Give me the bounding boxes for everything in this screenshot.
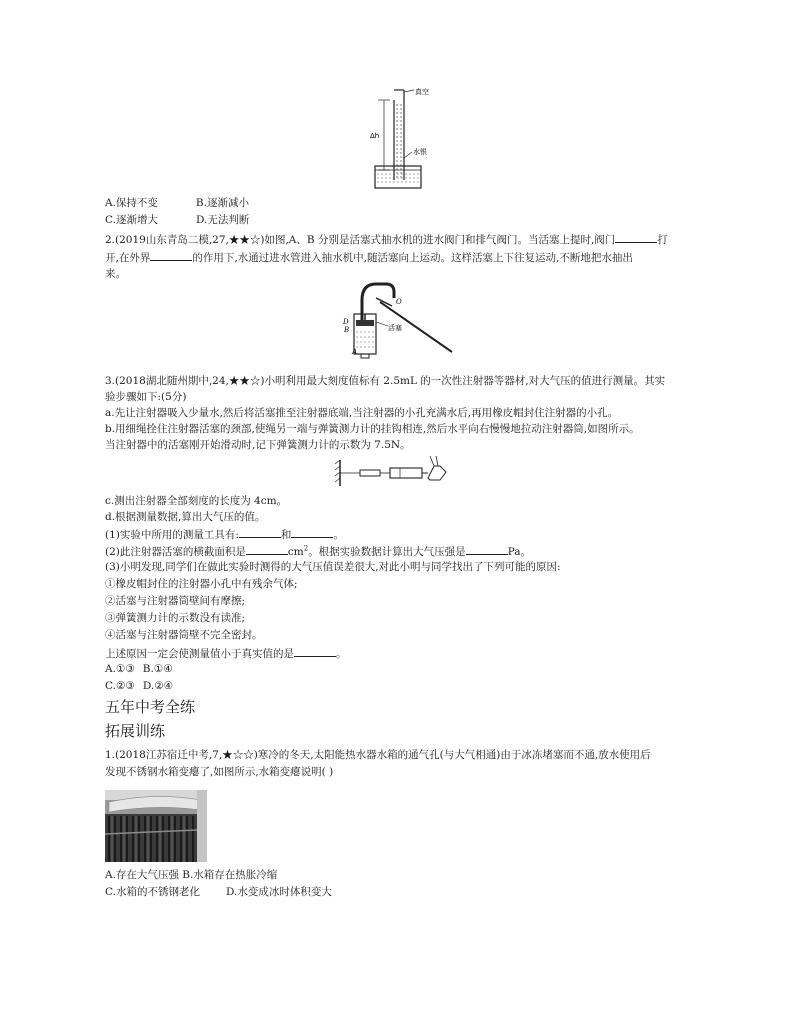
q3-reason-3: ③弹簧测力计的示数没有读准;: [105, 612, 246, 624]
q3-step-b2: 当注射器中的活塞刚开始滑动时,记下弹簧测力计的示数为 7.5N。: [105, 439, 411, 451]
q3-blank-1[interactable]: [239, 526, 281, 538]
q4-option-d[interactable]: D.水变成冰时体积变大: [226, 886, 332, 898]
label-b: B: [344, 326, 350, 334]
label-a: A: [352, 348, 358, 356]
q1-options-row2: [105, 213, 249, 227]
q3-sub1-text: 。: [333, 529, 344, 541]
q1-options-row1: [105, 196, 249, 210]
q2-blank-2[interactable]: [150, 249, 192, 261]
q3-blank-4[interactable]: [466, 543, 508, 555]
q3-sub3: (3)小明发现,同学们在做此实验时测得的大气压值误差很大,对此小明与同学找出了下列可能的原因:: [105, 561, 561, 573]
q3-step-b1: b.用细绳拴住注射器活塞的颈部,使绳另一端与弹簧测力计的挂钩相连,然后水平向右慢慢地拉动注射器筒,如图所示。: [105, 423, 640, 435]
section-subtitle: 拓展训练: [105, 722, 166, 740]
q4-options-row1[interactable]: A.存在大气压强 B.水箱存在热胀冷缩: [105, 869, 278, 881]
q4-line2: 发现不锈钢水箱变瘪了,如图所示,水箱变瘪说明( ): [105, 766, 334, 778]
label-d: D: [343, 318, 349, 326]
q3-line2: 验步骤如下:(5分): [105, 391, 187, 403]
q3-sub2-sup: 2: [303, 544, 309, 553]
label-piston: 活塞: [388, 324, 402, 332]
pump-figure: [340, 280, 460, 360]
q2-text: 开,在外界: [105, 252, 151, 264]
q4-option-c[interactable]: C.水箱的不锈钢老化: [105, 886, 200, 898]
q1-option-a[interactable]: A.保持不变: [105, 197, 158, 209]
q3-line1: 3.(2018湖北随州期中,24,★★☆)小明利用最大刻度值标有 2.5mL 的一次性注射器等器材,对大气压的值进行测量。其实: [105, 375, 666, 387]
q3-sub2-text: Pa。: [507, 546, 532, 558]
q1-option-c[interactable]: C.逐渐增大: [105, 214, 158, 226]
q3-option-d[interactable]: D.②④: [142, 680, 174, 692]
q2-line1: [105, 231, 668, 247]
barometer-figure: [360, 86, 450, 191]
label-vacuum: 真空: [415, 88, 429, 96]
q3-sub2: [105, 543, 531, 559]
q2-text: 的作用下,水通过进水管进入抽水机中,随活塞向上运动。这样活塞上下往复运动,不断地把水抽出: [192, 252, 633, 264]
label-o: O: [396, 298, 402, 306]
q2-text: 打: [657, 234, 668, 246]
q3-sub2-text: (2)此注射器活塞的横截面积是: [105, 546, 246, 558]
q3-ask-text: 。: [336, 648, 347, 660]
q3-reason-2: ②活塞与注射器筒壁间有摩擦;: [105, 595, 246, 607]
q3-step-d: d.根据测量数据,算出大气压的值。: [105, 511, 266, 523]
q3-blank-2[interactable]: [291, 526, 333, 538]
q3-sub1: [105, 526, 344, 542]
q3-sub2-text: cm: [287, 546, 304, 558]
q1-option-d[interactable]: D.无法判断: [196, 214, 250, 226]
label-mercury: 水银: [413, 148, 427, 156]
q3-blank-5[interactable]: [294, 645, 336, 657]
q3-ask: [105, 645, 347, 661]
q3-sub1-text: 和: [280, 529, 292, 541]
section-title: 五年中考全练: [105, 698, 196, 716]
water-heater-photo: [105, 790, 207, 862]
q4-options-row2: [105, 885, 332, 899]
q3-ask-text: 上述原因一定会使测量值小于真实值的是: [105, 648, 294, 660]
q2-blank-1[interactable]: [615, 231, 657, 243]
q3-options-row2: [105, 679, 173, 693]
q3-step-a: a.先让注射器吸入少量水,然后将活塞推至注射器底端,当注射器的小孔充满水后,再用橡皮帽封住注射器的小孔。: [105, 407, 619, 419]
q2-line2: [105, 249, 633, 265]
q3-reason-1: ①橡皮帽封住的注射器小孔中有残余气体;: [105, 578, 298, 590]
q3-option-a[interactable]: A.①③: [105, 663, 135, 675]
q3-reason-4: ④活塞与注射器筒壁不完全密封。: [105, 629, 263, 641]
q3-sub2-text: 。根据实验数据计算出大气压强是: [308, 546, 466, 558]
q3-sub1-text: (1)实验中所用的测量工具有:: [105, 529, 239, 541]
q3-step-c: c.测出注射器全部刻度的长度为 4cm。: [105, 495, 288, 507]
label-delta-h: Δh: [370, 132, 380, 140]
q3-options-row1: [105, 662, 173, 676]
syringe-figure: [330, 452, 455, 490]
q1-option-b[interactable]: B.逐渐减小: [195, 197, 249, 209]
q3-option-c[interactable]: C.②③: [105, 680, 135, 692]
q2-text: 2.(2019山东青岛二模,27,★★☆)如图,A、B 分别是活塞式抽水机的进水阀门和排气阀门。当活塞上提时,阀门: [105, 234, 616, 246]
q4-line1: 1.(2018江苏宿迁中考,7,★☆☆)寒冷的冬天,太阳能热水器水箱的通气孔(与大气相通)由于冰冻堵塞而不通,放水使用后: [105, 749, 651, 761]
q3-option-b[interactable]: B.①④: [142, 663, 173, 675]
q3-blank-3[interactable]: [246, 543, 288, 555]
q2-line3: 来。: [105, 268, 126, 280]
